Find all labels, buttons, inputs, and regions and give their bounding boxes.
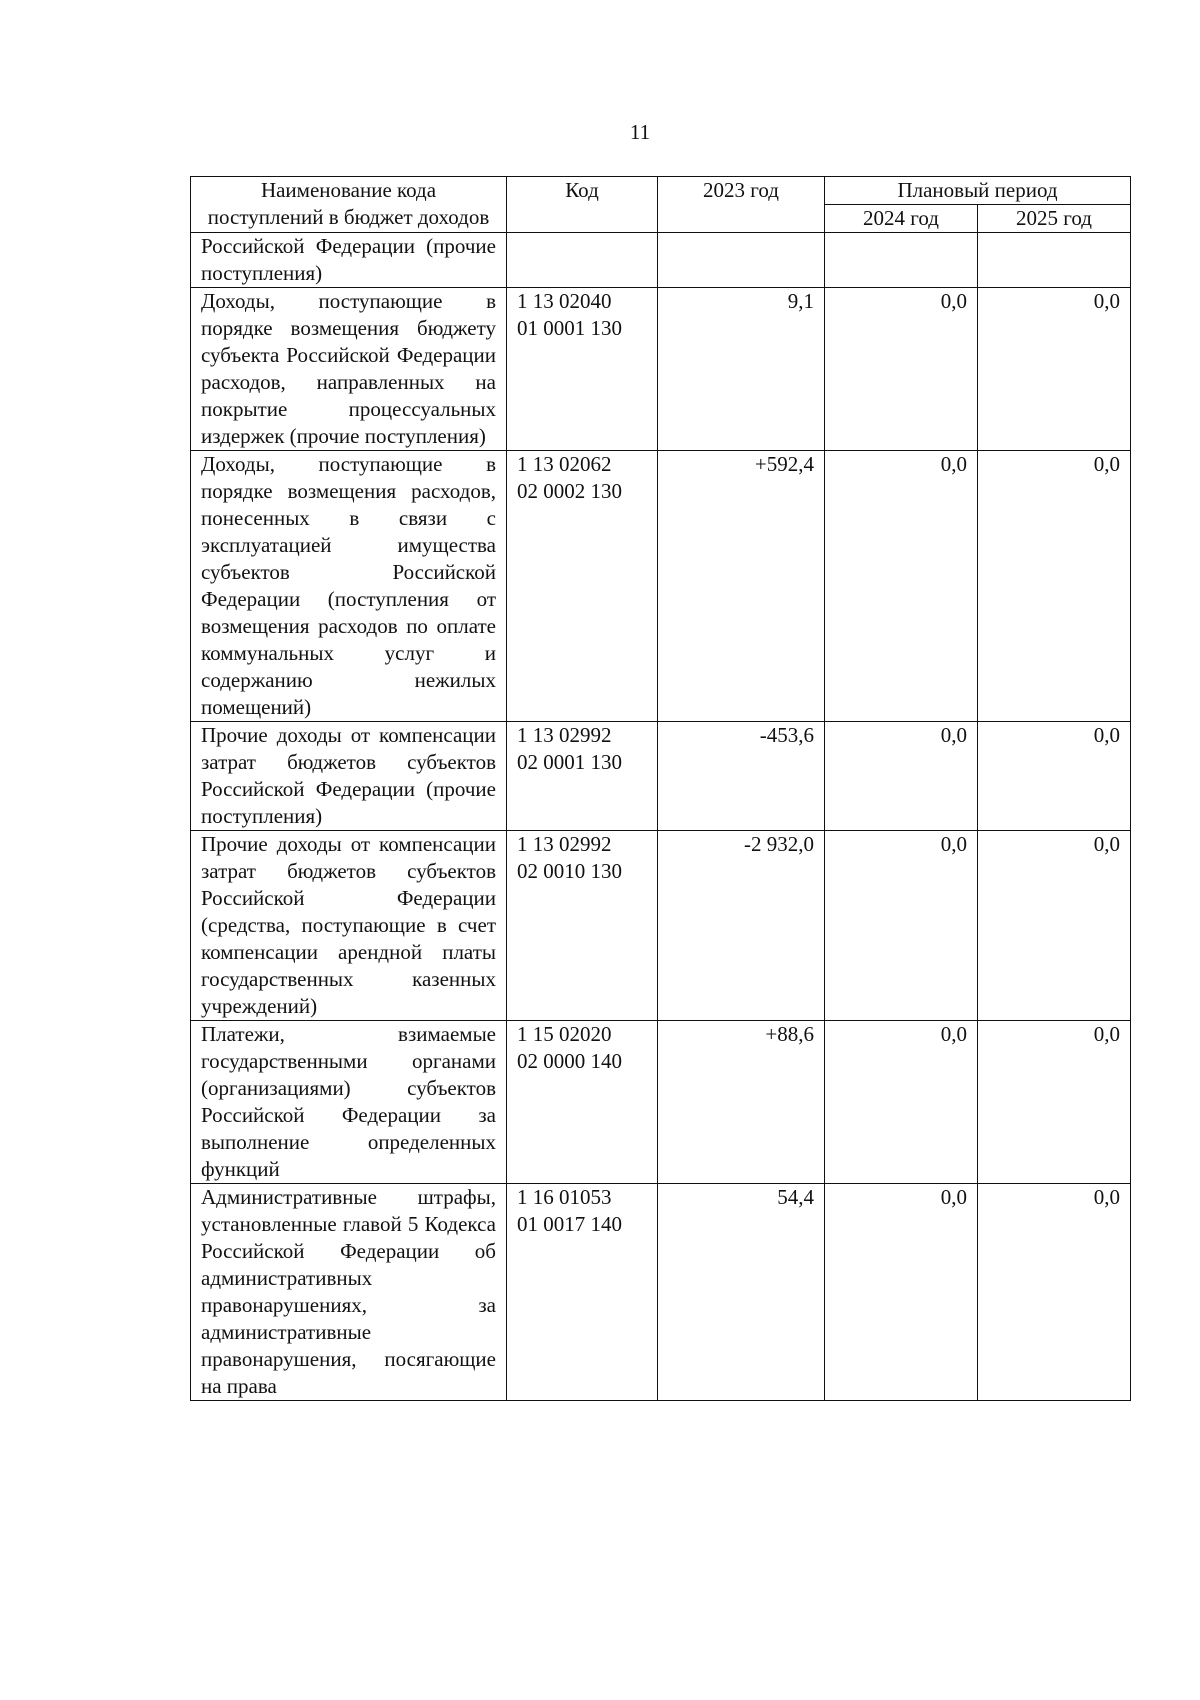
table-row: [191, 722, 1131, 831]
row-code: 1 16 01053 01 0017 140: [507, 1184, 658, 1401]
header-2023: 2023 год: [658, 177, 825, 233]
row-code: 1 13 02992 02 0001 130: [507, 722, 658, 831]
row-2024: 0,0: [825, 722, 978, 831]
row-2025: 0,0: [978, 451, 1131, 722]
row-2023: +88,6: [658, 1021, 825, 1184]
row-code: 1 13 02062 02 0002 130: [507, 451, 658, 722]
table-header-row: [191, 177, 1131, 205]
row-code: 1 15 02020 02 0000 140: [507, 1021, 658, 1184]
row-2024: [825, 233, 978, 288]
row-name: Платежи, взимаемые государственными органами (организациями) субъектов Российской Федерации за выполнение определенных функций: [191, 1021, 507, 1184]
header-2024: 2024 год: [825, 205, 978, 233]
table-row: [191, 1184, 1131, 1401]
header-planned-period: Плановый период: [825, 177, 1131, 205]
row-2024: 0,0: [825, 831, 978, 1021]
row-2025: 0,0: [978, 722, 1131, 831]
row-name: Доходы, поступающие в порядке возмещения расходов, понесенных в связи с эксплуатацией имущества субъектов Российской Федерации (поступления от возмещения расходов по оплате коммунальных услуг и содержанию нежилых помещений): [191, 451, 507, 722]
page-number: 11: [629, 120, 651, 144]
row-name: Прочие доходы от компенсации затрат бюджетов субъектов Российской Федерации (прочие поступления): [191, 722, 507, 831]
header-name: Наименование кода поступлений в бюджет доходов: [191, 177, 507, 233]
row-2024: 0,0: [825, 1021, 978, 1184]
row-2025: 0,0: [978, 1184, 1131, 1401]
row-2025: [978, 233, 1131, 288]
row-2023: -453,6: [658, 722, 825, 831]
row-name: Российской Федерации (прочие поступления): [191, 233, 507, 288]
row-name: Прочие доходы от компенсации затрат бюджетов субъектов Российской Федерации (средства, поступающие в счет компенсации арендной платы государственных казенных учреждений): [191, 831, 507, 1021]
row-2024: 0,0: [825, 451, 978, 722]
row-2025: 0,0: [978, 1021, 1131, 1184]
row-2023: -2 932,0: [658, 831, 825, 1021]
row-2025: 0,0: [978, 288, 1131, 451]
table-row: [191, 451, 1131, 722]
row-code: [507, 233, 658, 288]
row-2025: 0,0: [978, 831, 1131, 1021]
budget-revenue-table: [190, 176, 1131, 1401]
row-2023: [658, 233, 825, 288]
row-2023: +592,4: [658, 451, 825, 722]
header-code: Код: [507, 177, 658, 233]
row-code: 1 13 02992 02 0010 130: [507, 831, 658, 1021]
row-2024: 0,0: [825, 288, 978, 451]
table-row-continuation: [191, 233, 1131, 288]
table-row: [191, 288, 1131, 451]
row-name: Административные штрафы, установленные главой 5 Кодекса Российской Федерации об административных правонарушениях, за административные правонарушения, посягающие на права: [191, 1184, 507, 1401]
row-2023: 54,4: [658, 1184, 825, 1401]
table-row: [191, 831, 1131, 1021]
row-name: Доходы, поступающие в порядке возмещения бюджету субъекта Российской Федерации расходов, направленных на покрытие процессуальных издержек (прочие поступления): [191, 288, 507, 451]
table-row: [191, 1021, 1131, 1184]
row-code: 1 13 02040 01 0001 130: [507, 288, 658, 451]
row-2024: 0,0: [825, 1184, 978, 1401]
header-2025: 2025 год: [978, 205, 1131, 233]
row-2023: 9,1: [658, 288, 825, 451]
